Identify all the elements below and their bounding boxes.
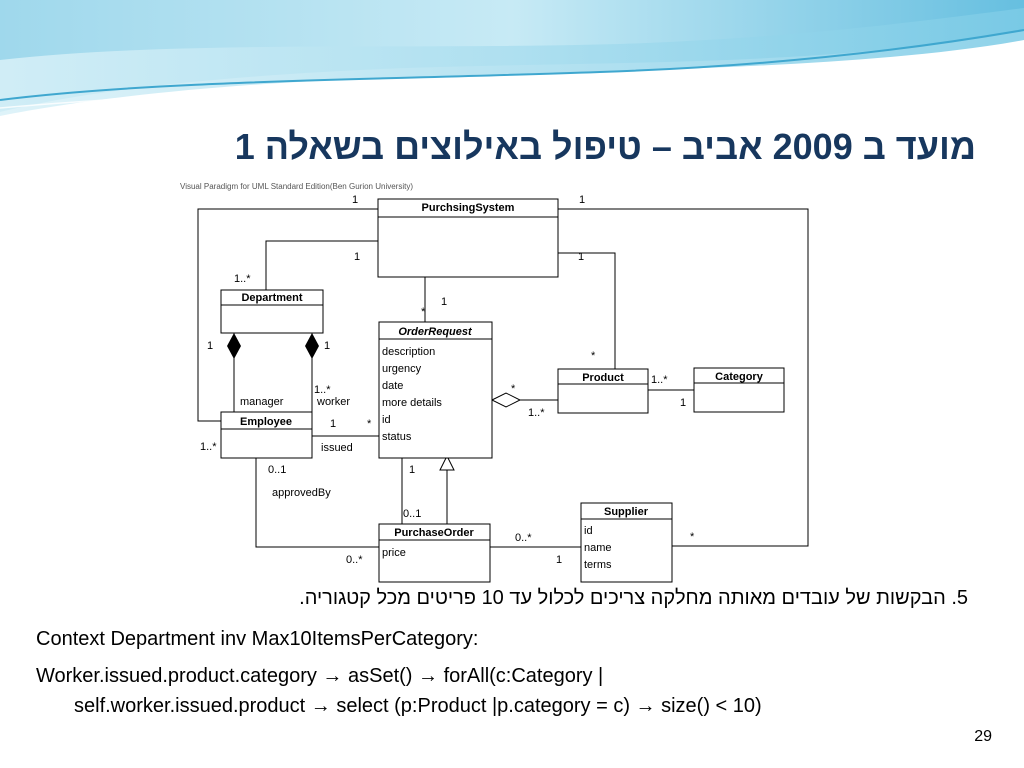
class-name: OrderRequest bbox=[398, 326, 472, 338]
multiplicity-label: 1 bbox=[324, 340, 331, 352]
class-name: Category bbox=[715, 371, 763, 383]
class-name: Product bbox=[582, 372, 624, 384]
class-order-request bbox=[379, 322, 492, 458]
multiplicity-label: 0..1 bbox=[268, 464, 287, 476]
class-name: PurchaseOrder bbox=[394, 527, 474, 539]
class-purchase-order bbox=[379, 524, 490, 582]
class-category bbox=[694, 368, 784, 412]
attribute: more details bbox=[382, 397, 442, 409]
ocl-expression-line-1: Worker.issued.product.category → asSet() → forAll(c:Category | bbox=[36, 665, 604, 687]
role-label: issued bbox=[321, 442, 353, 454]
multiplicity-label: 1..* bbox=[200, 441, 217, 453]
multiplicity-label: 1..* bbox=[314, 384, 331, 396]
attribute: terms bbox=[584, 559, 612, 571]
multiplicity-label: 1 bbox=[680, 397, 687, 409]
question-text: 5. הבקשות של עובדים מאותה מחלקה צריכים לכלול עד 10 פריטים מכל קטגוריה. bbox=[299, 587, 968, 609]
attribute: price bbox=[382, 547, 406, 559]
role-label: manager bbox=[240, 396, 284, 408]
multiplicity-label: 1..* bbox=[528, 407, 545, 419]
class-product bbox=[558, 369, 648, 413]
multiplicity-label: 0..* bbox=[515, 532, 532, 544]
attribute: urgency bbox=[382, 363, 422, 375]
multiplicity-label: 0..1 bbox=[403, 508, 422, 520]
ocl-expression-line-2: self.worker.issued.product → select (p:Product |p.category = c) → size() < 10) bbox=[74, 695, 762, 717]
multiplicity-label: 1 bbox=[330, 418, 337, 430]
slide-title: מועד ב 2009 אביב – טיפול באילוצים בשאלה 1 bbox=[234, 126, 976, 167]
class-department bbox=[221, 290, 323, 333]
multiplicity-label: 0..* bbox=[346, 554, 363, 566]
multiplicity-label: * bbox=[367, 418, 372, 430]
attribute: description bbox=[382, 346, 436, 358]
multiplicity-label: * bbox=[421, 306, 426, 318]
multiplicity-label: * bbox=[511, 383, 516, 395]
attribute: id bbox=[584, 525, 593, 537]
multiplicity-label: 1 bbox=[578, 251, 585, 263]
multiplicity-label: 1 bbox=[441, 296, 448, 308]
multiplicity-label: 1 bbox=[207, 340, 214, 352]
attribute: id bbox=[382, 414, 391, 426]
class-supplier bbox=[581, 503, 672, 582]
page-number: 29 bbox=[974, 728, 992, 745]
diagram-watermark: Visual Paradigm for UML Standard Edition(Ben Gurion University) bbox=[180, 182, 413, 191]
class-name: Department bbox=[241, 292, 303, 304]
multiplicity-label: * bbox=[591, 350, 596, 362]
multiplicity-label: 1 bbox=[354, 251, 361, 263]
uml-class-diagram bbox=[178, 178, 812, 586]
multiplicity-label: 1 bbox=[352, 194, 359, 206]
multiplicity-label: 1 bbox=[579, 194, 586, 206]
role-label: worker bbox=[317, 396, 351, 408]
class-employee bbox=[221, 412, 312, 458]
class-purchsing-system bbox=[378, 199, 558, 277]
attribute: date bbox=[382, 380, 404, 392]
attribute: name bbox=[584, 542, 612, 554]
role-label: approvedBy bbox=[272, 487, 331, 499]
class-name: Supplier bbox=[603, 506, 649, 518]
attribute: status bbox=[382, 431, 412, 443]
class-name: PurchsingSystem bbox=[421, 202, 515, 214]
class-name: Employee bbox=[240, 416, 292, 428]
ocl-context-line: Context Department inv Max10ItemsPerCategory: bbox=[36, 628, 479, 650]
multiplicity-label: 1..* bbox=[651, 374, 668, 386]
multiplicity-label: 1 bbox=[556, 554, 563, 566]
multiplicity-label: 1..* bbox=[234, 273, 251, 285]
header-banner bbox=[0, 0, 1024, 120]
multiplicity-label: 1 bbox=[409, 464, 416, 476]
multiplicity-label: * bbox=[690, 531, 695, 543]
